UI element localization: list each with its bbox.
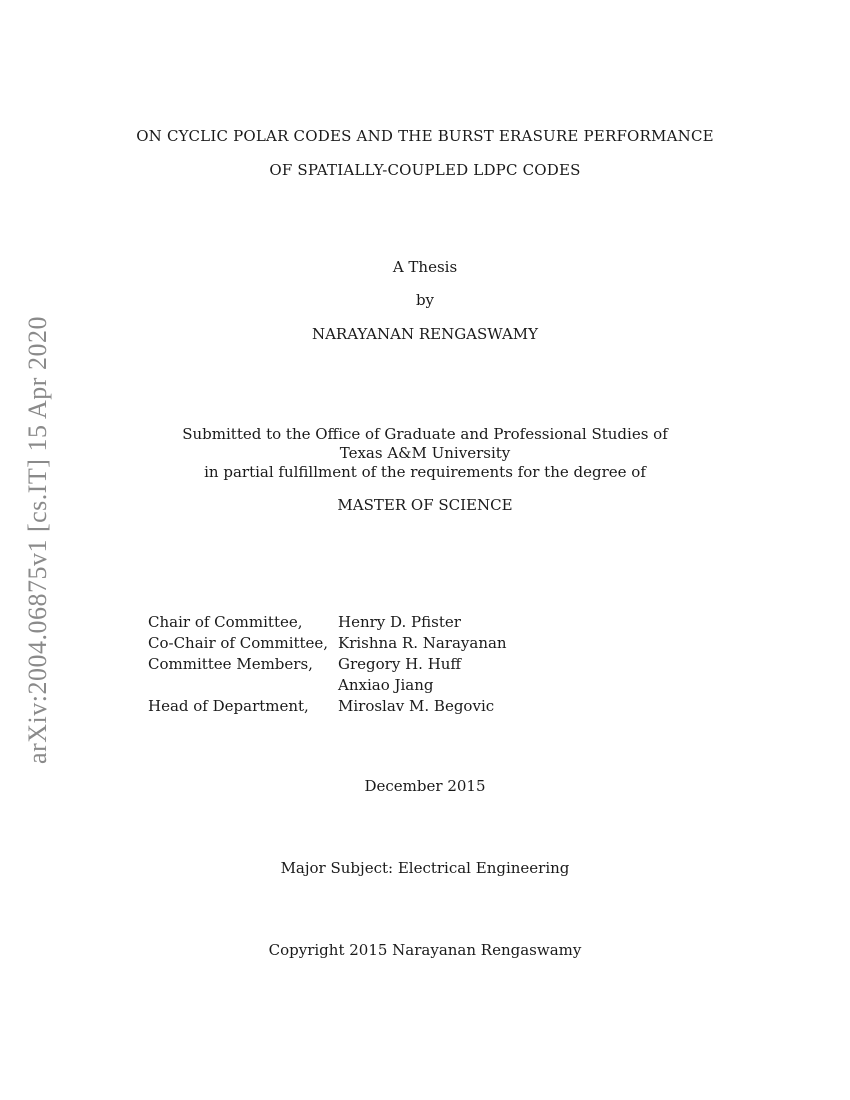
committee-member-name: Miroslav M. Begovic — [338, 697, 495, 715]
arxiv-identifier: arXiv:2004.06875v1 [cs.IT] 15 Apr 2020 — [23, 316, 52, 764]
thesis-type: A Thesis — [392, 258, 458, 276]
committee-row-head — [148, 696, 507, 717]
submission-line-2: Texas A&M University — [339, 444, 511, 462]
committee-list — [148, 612, 507, 717]
author-name: NARAYANAN RENGASWAMY — [311, 325, 539, 343]
committee-member-name: Gregory H. Huff — [338, 655, 462, 673]
committee-member-name: Anxiao Jiang — [338, 676, 434, 694]
committee-row-members — [148, 654, 507, 675]
committee-role — [148, 675, 338, 696]
copyright-notice: Copyright 2015 Narayanan Rengaswamy — [268, 941, 582, 959]
committee-role: Committee Members, — [148, 655, 313, 673]
committee-row-chair — [148, 612, 507, 633]
committee-role: Chair of Committee, — [148, 613, 303, 631]
major-subject: Major Subject: Electrical Engineering — [280, 859, 570, 877]
graduation-date: December 2015 — [364, 777, 486, 795]
committee-role: Head of Department, — [148, 697, 309, 715]
thesis-title-line-1: ON CYCLIC POLAR CODES AND THE BURST ERASURE PERFORMANCE — [136, 127, 714, 145]
thesis-by: by — [415, 291, 435, 309]
committee-row-member-extra — [148, 675, 507, 696]
committee-row-co-chair — [148, 633, 507, 654]
thesis-title-line-2: OF SPATIALLY-COUPLED LDPC CODES — [269, 161, 581, 179]
committee-member-name: Henry D. Pfister — [338, 613, 461, 631]
degree-name: MASTER OF SCIENCE — [337, 496, 513, 514]
submission-line-3: in partial fulfillment of the requirements for the degree of — [204, 463, 646, 481]
submission-line-1: Submitted to the Office of Graduate and Professional Studies of — [182, 425, 668, 443]
committee-role: Co-Chair of Committee, — [148, 634, 329, 652]
committee-member-name: Krishna R. Narayanan — [338, 634, 507, 652]
